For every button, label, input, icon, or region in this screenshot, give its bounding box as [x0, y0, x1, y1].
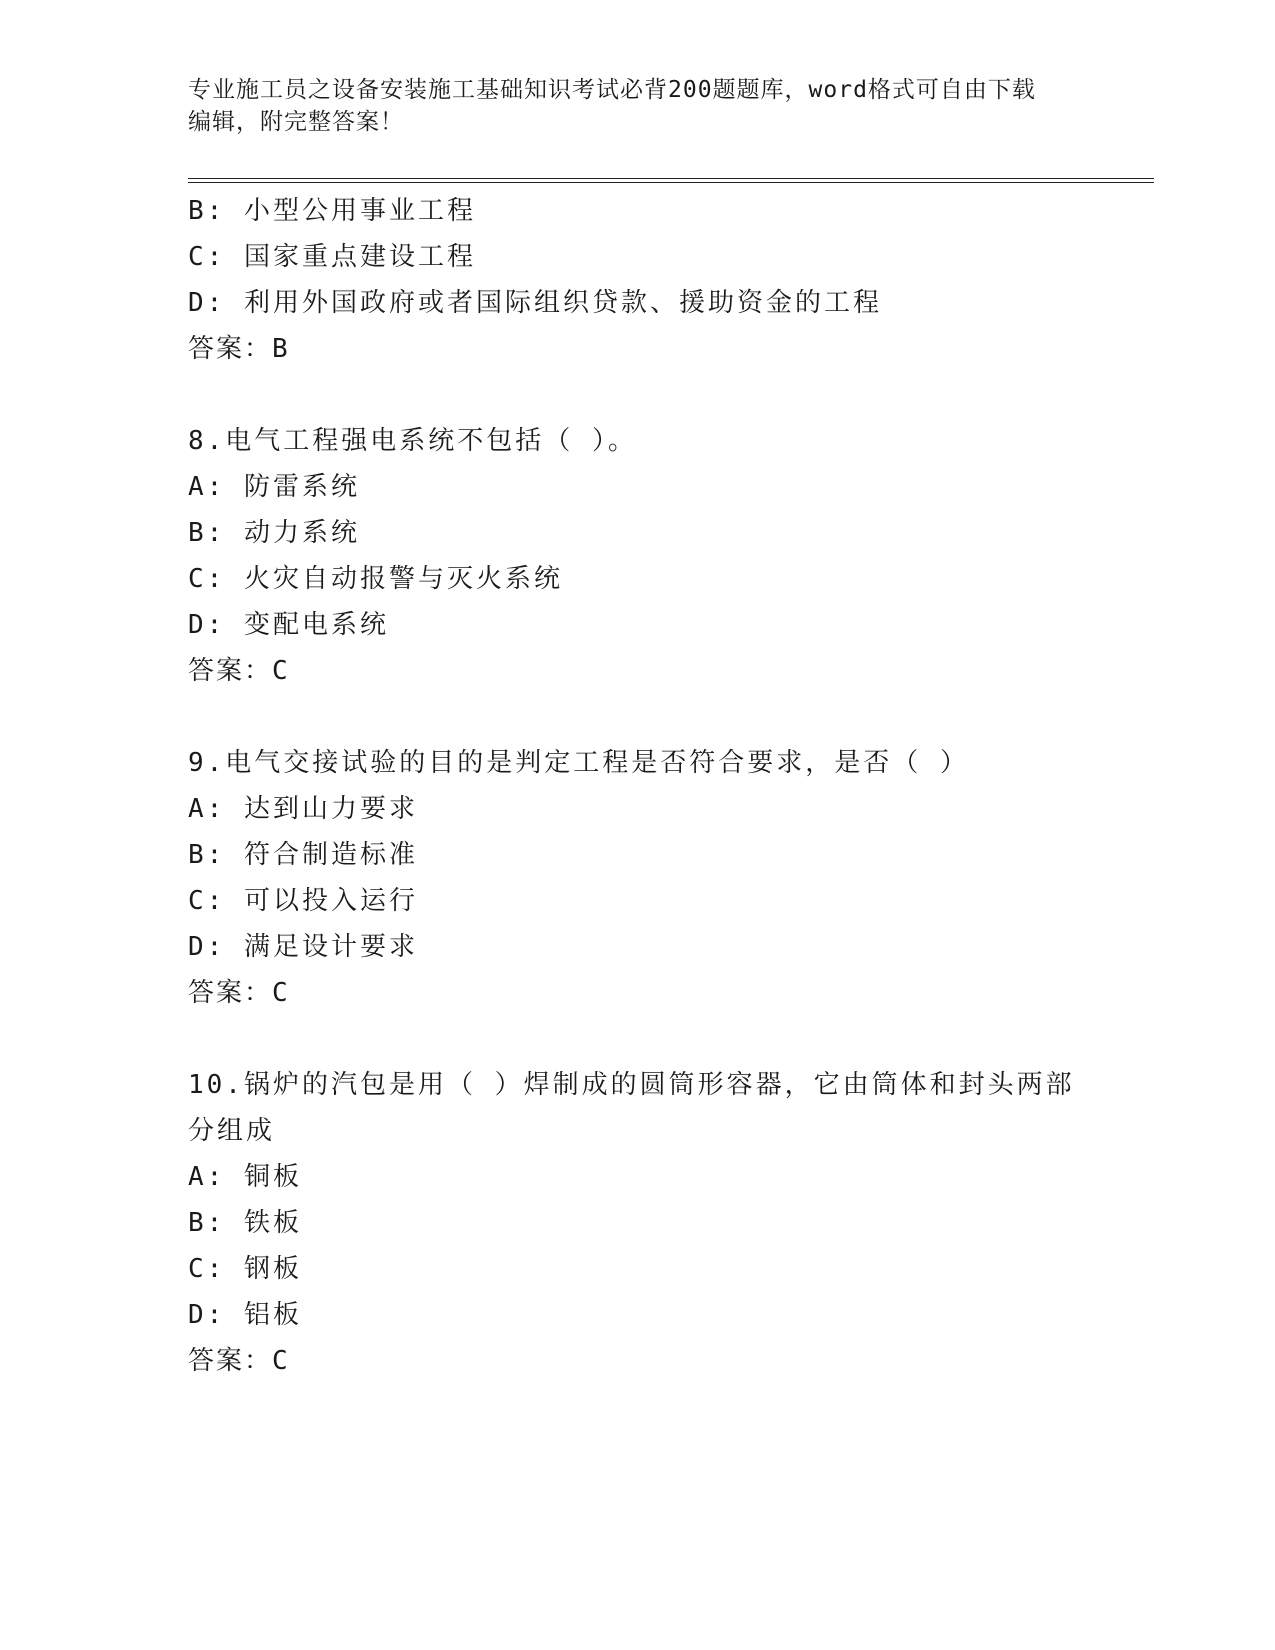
q9-answer: 答案：C — [188, 978, 290, 1008]
document-header — [188, 74, 1068, 138]
spacer — [188, 372, 1088, 418]
q10-option-c: C: 钢板 — [188, 1254, 302, 1284]
q9-question: 9.电气交接试验的目的是判定工程是否符合要求，是否（ ） — [188, 748, 969, 778]
header-line-2: 编辑，附完整答案！ — [188, 109, 404, 135]
spacer — [188, 694, 1088, 740]
question-10 — [188, 1062, 1088, 1384]
q7-option-d: D: 利用外国政府或者国际组织贷款、援助资金的工程 — [188, 288, 882, 318]
q7-option-c: C: 国家重点建设工程 — [188, 242, 476, 272]
q8-question: 8.电气工程强电系统不包括（ ）。 — [188, 426, 637, 456]
q8-option-d: D: 变配电系统 — [188, 610, 389, 640]
question-7-tail — [188, 188, 1088, 372]
q8-answer: 答案：C — [188, 656, 290, 686]
question-list — [188, 188, 1088, 1384]
header-line-1: 专业施工员之设备安装施工基础知识考试必背200题题库，word格式可自由下载 — [188, 77, 1036, 103]
q9-option-c: C: 可以投入运行 — [188, 886, 418, 916]
question-9 — [188, 740, 1088, 1016]
q8-option-a: A: 防雷系统 — [188, 472, 360, 502]
q9-option-b: B: 符合制造标准 — [188, 840, 418, 870]
q9-option-a: A: 达到山力要求 — [188, 794, 418, 824]
q8-option-c: C: 火灾自动报警与灭火系统 — [188, 564, 563, 594]
question-8 — [188, 418, 1088, 694]
q10-question-line-1: 10.锅炉的汽包是用（ ）焊制成的圆筒形容器，它由筒体和封头两部 — [188, 1070, 1075, 1100]
spacer — [188, 1016, 1088, 1062]
q8-option-b: B: 动力系统 — [188, 518, 360, 548]
q9-option-d: D: 满足设计要求 — [188, 932, 418, 962]
q10-option-a: A: 铜板 — [188, 1162, 302, 1192]
q10-answer: 答案：C — [188, 1346, 290, 1376]
header-divider-bottom — [188, 182, 1154, 183]
q7-answer: 答案：B — [188, 334, 290, 364]
q10-question-line-2: 分组成 — [188, 1116, 276, 1146]
header-divider-top — [188, 178, 1154, 179]
q10-option-b: B: 铁板 — [188, 1208, 302, 1238]
q7-option-b: B: 小型公用事业工程 — [188, 196, 476, 226]
q10-option-d: D: 铝板 — [188, 1300, 302, 1330]
